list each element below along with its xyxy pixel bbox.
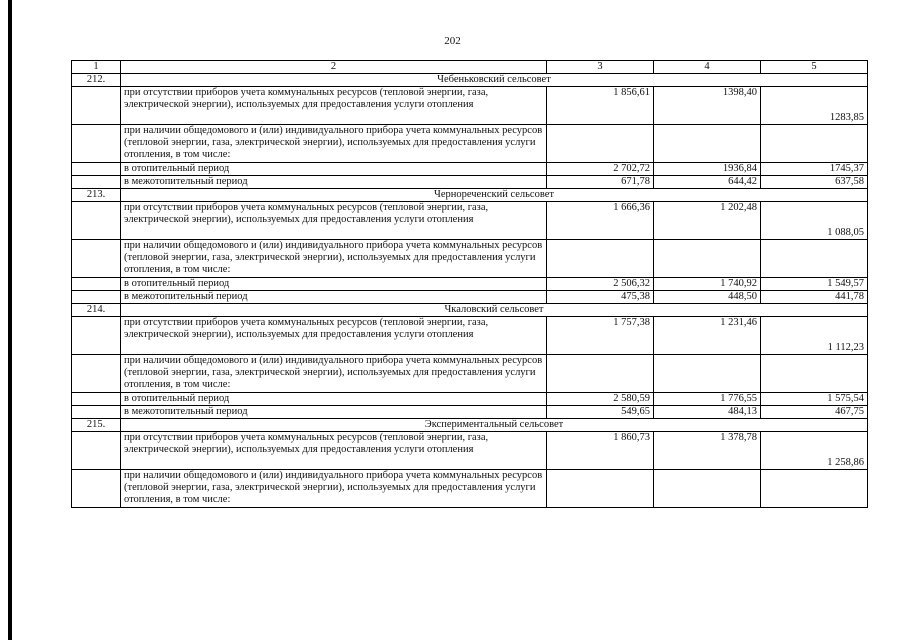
value-cell-col3: 475,38 [547,291,654,304]
section-number: 212. [72,74,121,87]
row-label: в межотопительный период [121,406,547,419]
tariff-table [71,60,868,508]
table-row [72,278,868,291]
value-cell-col5 [761,125,868,163]
scan-edge-bar [8,0,12,640]
value-cell-col4: 1 378,78 [654,432,761,470]
row-number-cell [72,291,121,304]
row-label: при отсутствии приборов учета коммунальных ресурсов (тепловой энергии, газа, электрической энергии), используемых для предоставления услуги отопления [121,202,547,240]
table-row [72,406,868,419]
row-number-cell [72,202,121,240]
row-number-cell [72,393,121,406]
value-cell-col4: 484,13 [654,406,761,419]
value-cell-col4 [654,125,761,163]
section-title: Чебеньковский сельсовет [121,74,868,87]
value-cell-col4 [654,470,761,508]
value-cell-col5: 1 088,05 [761,202,868,240]
value-cell-col3 [547,470,654,508]
row-label: в межотопительный период [121,176,547,189]
section-number: 215. [72,419,121,432]
row-label: в отопительный период [121,278,547,291]
value-cell-col3: 1 856,61 [547,87,654,125]
row-number-cell [72,278,121,291]
value-cell-col5 [761,240,868,278]
row-number-cell [72,87,121,125]
column-number: 4 [654,61,761,74]
value-cell-col4: 1 231,46 [654,317,761,355]
value-cell-col3 [547,125,654,163]
value-cell-col3: 2 506,32 [547,278,654,291]
value-cell-col4: 448,50 [654,291,761,304]
column-number: 3 [547,61,654,74]
section-header-row [72,419,868,432]
value-cell-col3: 671,78 [547,176,654,189]
table-row [72,432,868,470]
section-number: 213. [72,189,121,202]
row-label: при наличии общедомового и (или) индивидуального прибора учета коммунальных ресурсов (тепловой энергии, газа, электрической энергии), используемых для предоставления услуги отопления, в том числе: [121,355,547,393]
value-cell-col4: 1 202,48 [654,202,761,240]
value-cell-col5: 1283,85 [761,87,868,125]
row-label: в отопительный период [121,163,547,176]
table-row [72,355,868,393]
table-row [72,317,868,355]
value-cell-col5: 467,75 [761,406,868,419]
section-title: Экспериментальный сельсовет [121,419,868,432]
column-number: 5 [761,61,868,74]
row-label: при наличии общедомового и (или) индивидуального прибора учета коммунальных ресурсов (тепловой энергии, газа, электрической энергии), используемых для предоставления услуги отопления, в том числе: [121,240,547,278]
section-header-row [72,189,868,202]
table-row [72,163,868,176]
value-cell-col3 [547,240,654,278]
column-number-row [72,61,868,74]
row-label: в отопительный период [121,393,547,406]
row-number-cell [72,406,121,419]
column-number: 2 [121,61,547,74]
value-cell-col3: 1 757,38 [547,317,654,355]
table-row [72,393,868,406]
table-row [72,291,868,304]
value-cell-col4: 1936,84 [654,163,761,176]
column-number: 1 [72,61,121,74]
section-title: Чкаловский сельсовет [121,304,868,317]
row-number-cell [72,125,121,163]
value-cell-col3 [547,355,654,393]
value-cell-col3: 549,65 [547,406,654,419]
value-cell-col5: 1 575,54 [761,393,868,406]
row-label: в межотопительный период [121,291,547,304]
section-title: Чернореченский сельсовет [121,189,868,202]
value-cell-col4 [654,355,761,393]
value-cell-col5 [761,355,868,393]
value-cell-col5: 1 258,86 [761,432,868,470]
table-row [72,240,868,278]
table-row [72,202,868,240]
value-cell-col5: 637,58 [761,176,868,189]
tariff-table-body [72,61,868,508]
value-cell-col5 [761,470,868,508]
row-number-cell [72,240,121,278]
value-cell-col4: 644,42 [654,176,761,189]
value-cell-col3: 2 702,72 [547,163,654,176]
table-row [72,470,868,508]
row-number-cell [72,470,121,508]
value-cell-col4 [654,240,761,278]
row-label: при отсутствии приборов учета коммунальных ресурсов (тепловой энергии, газа, электрической энергии), используемых для предоставления услуги отопления [121,432,547,470]
value-cell-col3: 1 666,36 [547,202,654,240]
value-cell-col3: 2 580,59 [547,393,654,406]
row-number-cell [72,176,121,189]
table-row [72,176,868,189]
table-row [72,87,868,125]
section-header-row [72,74,868,87]
row-label: при наличии общедомового и (или) индивидуального прибора учета коммунальных ресурсов (тепловой энергии, газа, электрической энергии), используемых для предоставления услуги отопления, в том числе: [121,125,547,163]
row-number-cell [72,163,121,176]
row-number-cell [72,317,121,355]
row-label: при наличии общедомового и (или) индивидуального прибора учета коммунальных ресурсов (тепловой энергии, газа, электрической энергии), используемых для предоставления услуги отопления, в том числе: [121,470,547,508]
row-label: при отсутствии приборов учета коммунальных ресурсов (тепловой энергии, газа, электрической энергии), используемых для предоставления услуги отопления [121,87,547,125]
value-cell-col5: 1745,37 [761,163,868,176]
table-row [72,125,868,163]
value-cell-col5: 441,78 [761,291,868,304]
row-number-cell [72,432,121,470]
value-cell-col5: 1 549,57 [761,278,868,291]
page-number: 202 [444,35,461,47]
value-cell-col4: 1 740,92 [654,278,761,291]
section-number: 214. [72,304,121,317]
section-header-row [72,304,868,317]
row-label: при отсутствии приборов учета коммунальных ресурсов (тепловой энергии, газа, электрической энергии), используемых для предоставления услуги отопления [121,317,547,355]
row-number-cell [72,355,121,393]
value-cell-col4: 1 776,55 [654,393,761,406]
value-cell-col4: 1398,40 [654,87,761,125]
value-cell-col3: 1 860,73 [547,432,654,470]
value-cell-col5: 1 112,23 [761,317,868,355]
